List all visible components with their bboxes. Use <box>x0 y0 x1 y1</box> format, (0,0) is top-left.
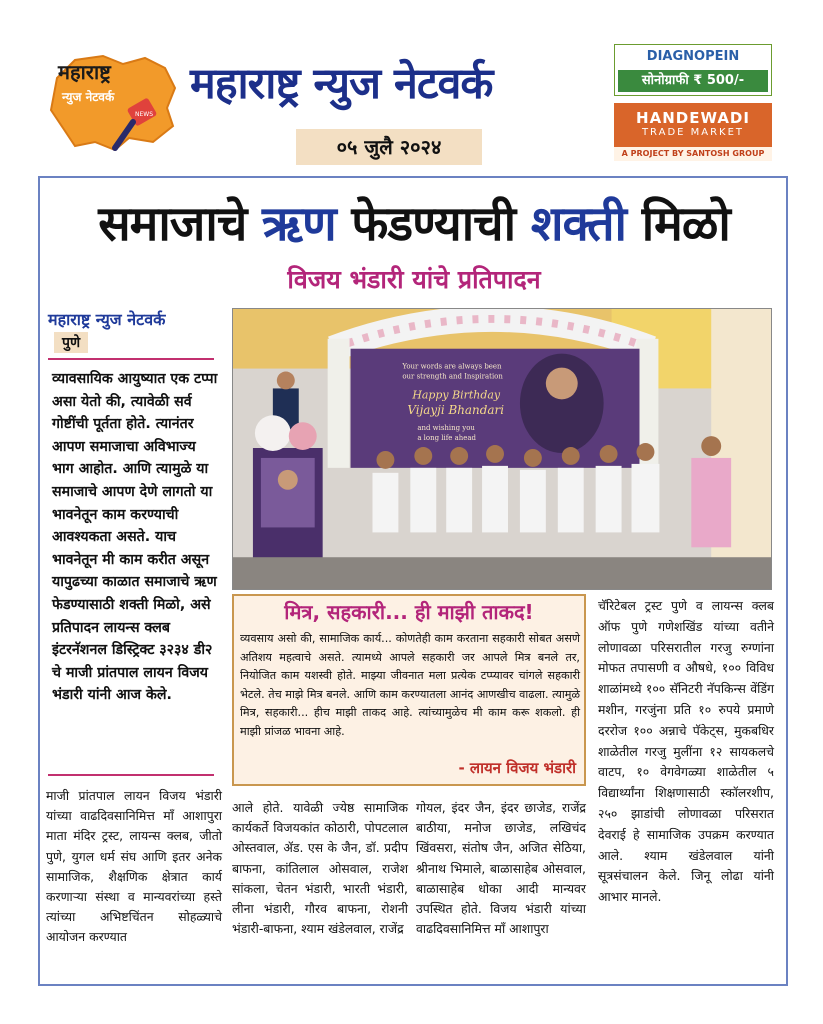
headline: समाजाचे ऋण फेडण्याची शक्ती मिळो <box>98 196 730 252</box>
intro-paragraph: व्यावसायिक आयुष्यात एक टप्पा असा येतो की, त्यावेळी सर्व गोष्टींची पूर्तता होते. त्यानंतर आपण समाजाचा अविभाज्य भाग आहोत. आणि त्यामुळे या समाजाचे आपण देणे लागतो या भावनेतून काम करण्याची आवश्यकता असते. याच भावनेतून मी काम करीत असून यापुढच्या काळात समाजाचे ऋण फेडण्यासाठी शक्ती मिळो, असे प्रतिपादन लायन्स क्लब इंटरनॅशनल डिस्ट्रिक्ट ३२३४ डी२ चे माजी प्रांतपाल लायन विजय भंडारी यांनी आज केले. <box>52 371 218 704</box>
issue-date: ०५ जुलै २०२४ <box>296 129 482 165</box>
handewadi-ad[interactable] <box>614 103 772 161</box>
quote-body: व्यवसाय असो की, सामाजिक कार्य... कोणतेही काम करताना सहकारी सोबत असणे अतिशय महत्वाचे असते. त्यामध्ये आपले सहकारी जर आपले मित्र बनले तर, नियोजित काम यशस्वी होते. माझ्या जीवनात मला प्रत्येक टप्प्यावर चांगले सहकारी भेटले. तेच माझे मित्र बनले. आणि काम करण्यातला आनंद आणखीच वाढला. त्यामुळे मित्र, सहकारी... हीच माझी ताकद आहे. त्यांच्यामुळेच मी काम करू शकलो. ही माझी प्रांजळ भावना आहे. <box>240 632 580 738</box>
svg-text:and wishing you: and wishing you <box>417 424 475 433</box>
ad2-footer: A PROJECT BY SANTOSH GROUP <box>614 147 772 161</box>
ad2-title: HANDEWADI <box>636 109 750 127</box>
quote-signature: - लायन विजय भंडारी <box>458 759 576 777</box>
logo-title: महाराष्ट्र <box>58 60 111 84</box>
svg-text:our strength and Inspiration: our strength and Inspiration <box>402 372 503 381</box>
svg-text:Happy Birthday: Happy Birthday <box>412 388 501 402</box>
article-column-2: आले होते. यावेळी ज्येष्ठ सामाजिक कार्यकर्ते विजयकांत कोठारी, पोपटलाल ओस्तवाल, ॲड. एस के जैन, डॉ. प्रदीप बाफना, कांतिलाल ओसवाल, राजेश सांकला, चेतन भंडारी, भारती भंडारी, लीना भंडारी, गौरव बाफना, रोशनी भंडारी-बाफना, श्याम खंडेलवाल, राजेंद्र <box>232 800 408 937</box>
article-column-1: माजी प्रांतपाल लायन विजय भंडारी यांच्या वाढदिवसानिमित्त माँ आशापुरा माता मंदिर ट्रस्ट, लायन्स क्लब, जीतो पुणे, युगल धर्म संघ आणि इतर अनेक सामाजिक, शैक्षणिक क्षेत्रात कार्य करणाऱ्या संस्था व मान्यवरांच्या हस्ते त्यांच्या अभिष्टचिंतन सोहळ्याचे आयोजन करण्यात <box>46 788 222 945</box>
svg-text:Your words are always been: Your words are always been <box>402 362 502 371</box>
event-photo <box>232 308 772 590</box>
divider <box>48 774 214 776</box>
svg-text:Vijayji Bhandari: Vijayji Bhandari <box>407 403 505 418</box>
article-column-3: गोयल, इंदर जैन, इंदर छाजेड, राजेंद्र बाठीया, मनोज छाजेड, लखिचंद खिंवसरा, संतोष जैन, अजित सेठिया, श्रीनाथ भिमाले, बाळासाहेब ओसवाल, बाळासाहेब धोका आदी मान्यवर उपस्थित होते. विजय भंडारी यांच्या वाढदिवसानिमित्त माँ आशापुरा <box>416 800 586 937</box>
subheadline: विजय भंडारी यांचे प्रतिपादन <box>287 265 541 294</box>
diagnopein-ad[interactable] <box>614 44 772 96</box>
dateline: पुणे <box>54 332 88 353</box>
quote-title: मित्र, सहकारी... ही माझी ताकद! <box>284 600 534 624</box>
ad1-title: DIAGNOPEIN <box>646 49 740 64</box>
masthead-title: महाराष्ट्र न्युज नेटवर्क <box>190 59 493 109</box>
divider <box>48 358 214 360</box>
byline: महाराष्ट्र न्युज नेटवर्क <box>48 310 166 329</box>
svg-text:NEWS: NEWS <box>135 111 154 118</box>
article-column-right: चॅरिटेबल ट्रस्ट पुणे व लायन्स क्लब ऑफ पुणे गणेशखिंड यांच्या वतीने लोणावळा परिसरातील गरजु रुग्णांना मोफत तपासणी व औषधे, १०० विविध शाळांमध्ये १०० सॅनिटरी नॅपकिन्स वेंडिंग मशीन, गरजुंना प्रति १० रुपये प्रमाणे दररोज १०० अन्नाचे पॅकेट्स, मुकबधिर शाळेतील गरजु मुलींना १२ सायकलचे वाटप, १० वेगवेगळ्या शाळेतील ५ विद्यार्थ्यांना शिक्षणासाठी स्कॉलरशीप, २५० झाडांची लोणावळा परिसरात देवराई हे सामाजिक उपक्रम करण्यात आले. श्याम खंडेलवाल यांनी सूत्रसंचालन केले. जिनू लोढा यांनी आभार मानले. <box>598 598 774 905</box>
logo-subtitle: न्युज नेटवर्क <box>62 90 115 104</box>
svg-text:a long life ahead: a long life ahead <box>417 434 477 443</box>
ad2-subtitle: TRADE MARKET <box>641 127 745 138</box>
quote-box <box>232 594 586 786</box>
ad1-price: सोनोग्राफी ₹ 500/- <box>618 70 768 92</box>
